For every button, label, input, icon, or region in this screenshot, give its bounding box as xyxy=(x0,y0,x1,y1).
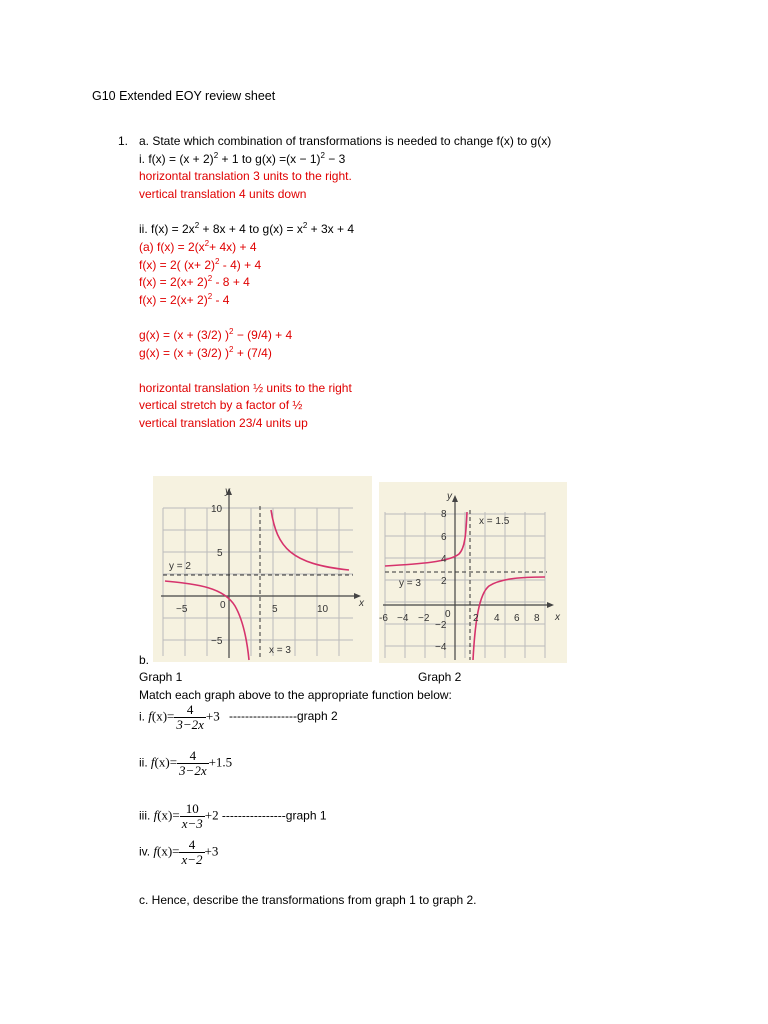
x-tick: -6 xyxy=(379,613,388,624)
x-tick: −5 xyxy=(176,604,188,615)
page-title: G10 Extended EOY review sheet xyxy=(92,89,276,103)
y-axis-label: y xyxy=(225,486,230,497)
x-tick: 6 xyxy=(514,613,520,624)
option-ii xyxy=(139,749,232,778)
part-i-functions: i. $f(x) = (x + 2)^2 + 1$ to $g(x) =(x - 1)^2 - 3$ xyxy=(139,151,346,166)
asymptote-label-x: x = 3 xyxy=(269,645,291,656)
x-tick: 4 xyxy=(494,613,500,624)
fraction: $\frac{4}{3-2x}$ xyxy=(176,702,204,732)
graph-1-caption: Graph 1 xyxy=(139,670,183,684)
part-ii-work-1: (a) $f(x) = 2(x^2+ 4x) + 4$ xyxy=(139,239,257,254)
option-answer: -----------------graph 2 xyxy=(229,709,338,724)
question-number: 1. xyxy=(118,134,129,148)
option-answer: ----------------graph 1 xyxy=(221,808,327,823)
part-ii-answer-2: vertical stretch by a factor of ½ xyxy=(139,398,303,412)
curve-right-branch xyxy=(271,510,349,570)
y-tick: 2 xyxy=(441,576,447,587)
option-iv xyxy=(139,838,218,867)
part-a-prompt: a. State which combination of transformations is needed to change f(x) to g(x) xyxy=(139,134,552,148)
part-ii-work-4: $f(x) = 2(x+ 2)^2 - 4$ xyxy=(139,292,230,307)
asymptote-label-y: y = 2 xyxy=(169,561,191,572)
constant: +2 xyxy=(204,807,219,823)
fraction: $\frac{4}{x-2}$ xyxy=(181,837,203,867)
x-tick: 10 xyxy=(317,604,329,615)
asymptote-label-x: x = 1.5 xyxy=(479,516,510,527)
part-ii-work-2: f(x) = 2( $(x+ 2)^2 - 4) + 4$ xyxy=(139,257,262,272)
function-arg: (x)= xyxy=(151,708,175,724)
function-arg: (x)= xyxy=(157,807,180,823)
x-axis-arrow xyxy=(547,602,554,608)
constant: +1.5 xyxy=(208,754,233,770)
x-tick: 8 xyxy=(534,613,540,624)
function-arg: (x)= xyxy=(156,843,180,859)
x-tick: 2 xyxy=(473,613,479,624)
x-tick: −2 xyxy=(418,613,430,624)
y-axis-label: y xyxy=(447,491,452,502)
x-tick: 5 xyxy=(272,604,278,615)
graph-2-caption: Graph 2 xyxy=(418,670,462,684)
y-tick: 10 xyxy=(211,504,223,515)
y-tick: −4 xyxy=(435,642,447,653)
function-name: f xyxy=(150,754,155,770)
y-tick: 8 xyxy=(441,509,447,520)
y-tick: 5 xyxy=(217,548,223,559)
part-i-answer-2: vertical translation 4 units down xyxy=(139,187,307,201)
part-ii-work-3: $f(x) = 2(x+ 2)^2 - 8 + 4$ xyxy=(139,274,250,289)
option-i xyxy=(139,703,338,732)
match-prompt: Match each graph above to the appropriate function below: xyxy=(139,688,452,702)
y-tick: −2 xyxy=(435,620,447,631)
option-label: i. xyxy=(139,709,145,724)
function-name: f xyxy=(148,708,152,724)
asymptote-label-y: y = 3 xyxy=(399,578,421,589)
x-tick: 0 xyxy=(445,609,451,620)
y-tick: −5 xyxy=(211,636,223,647)
option-label: iv. xyxy=(139,844,151,859)
x-axis-label: x xyxy=(359,598,364,609)
function-arg: (x)= xyxy=(154,754,178,770)
y-tick: 6 xyxy=(441,532,447,543)
option-label: ii. xyxy=(139,755,148,770)
part-i-answer-1: horizontal translation 3 units to the right. xyxy=(139,169,352,183)
part-b-label: b. xyxy=(139,653,150,667)
x-tick: −4 xyxy=(397,613,409,624)
part-ii-answer-3: vertical translation 23/4 units up xyxy=(139,416,308,430)
x-axis-label: x xyxy=(555,612,560,623)
constant: +3 xyxy=(205,708,220,724)
fraction: $\frac{4}{3-2x}$ xyxy=(179,748,207,778)
function-name: f xyxy=(153,843,157,859)
part-ii-answer-1: horizontal translation ½ units to the right xyxy=(139,381,352,395)
option-iii xyxy=(139,802,327,831)
part-ii-functions: ii. $f(x) = 2x^2 + 8x + 4$ to $g(x) = x^2 + 3x + 4$ xyxy=(139,221,355,236)
graph-2 xyxy=(379,482,567,663)
graph-1 xyxy=(153,476,372,662)
fraction: $\frac{10}{x-3}$ xyxy=(181,801,203,831)
function-name: f xyxy=(153,807,158,823)
part-c-prompt: c. Hence, describe the transformations from graph 1 to graph 2. xyxy=(139,893,477,907)
constant: +3 xyxy=(204,843,219,859)
y-tick: 4 xyxy=(441,554,447,565)
part-ii-work-5: g(x) = (x + (3/2) )$^2$ − (9/4) + 4 xyxy=(139,327,293,342)
x-tick: 0 xyxy=(220,600,226,611)
y-axis-arrow xyxy=(452,495,458,502)
option-label: iii. xyxy=(139,808,151,823)
part-ii-work-6: g(x) = (x + (3/2) )$^2$ + (7/4) xyxy=(139,345,272,360)
